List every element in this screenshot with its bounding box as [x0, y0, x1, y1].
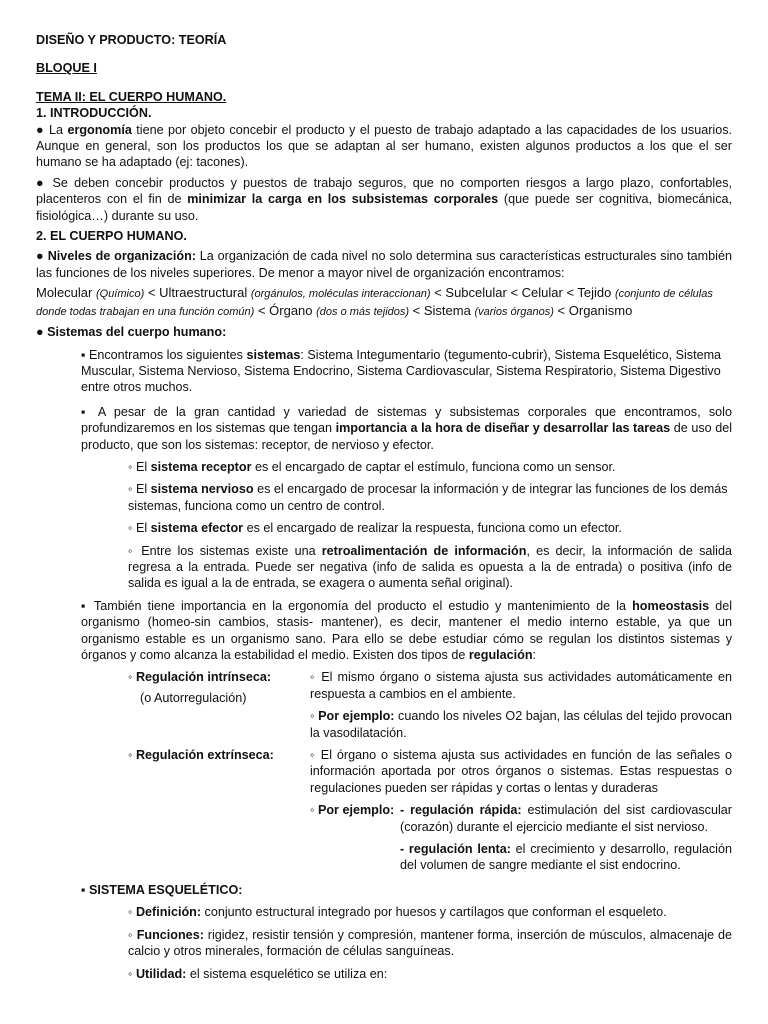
skeletal-utility [128, 966, 732, 982]
text-run: es el encargado de procesar la información y de integrar las funciones de los demás sistemas, funciona como un centro de control. [128, 482, 728, 513]
homeostasis-paragraph [81, 598, 732, 664]
text-run: ● Se deben concebir productos y puestos de trabajo seguros, que no comporten riesgos a largo plazo, confortables, placenteros con el fin de [36, 175, 732, 207]
level-text: < Ultraestructural [144, 285, 251, 301]
bold-term: sistema receptor [150, 459, 252, 474]
level-note: (orgánulos, moléculas interaccionan) [250, 288, 431, 301]
level-text: < Organismo [553, 302, 633, 318]
level-note: (dos o más tejidos) [316, 305, 410, 318]
intrinsic-regulation-text: ◦ El mismo órgano o sistema ajusta sus actividades automáticamente en respuesta a cambios en el ambiente. [310, 670, 732, 701]
slow-regulation-text: el crecimiento y desarrollo, regulación del volumen de sangre mediante el sist endocrino. [400, 842, 732, 873]
nervous-system-item [128, 481, 732, 514]
intrinsic-regulation-body [310, 669, 732, 741]
extrinsic-regulation-label-cell [128, 747, 310, 874]
definition-label: ◦ Definición: [128, 905, 202, 920]
text-run: ◦ El [128, 482, 151, 497]
feedback-item [128, 543, 732, 592]
text-run: de uso del producto, que son los sistemas: receptor, de nervioso y efector. [81, 421, 732, 452]
functions-label: ◦ Funciones: [128, 927, 204, 942]
effector-system-item [128, 520, 732, 536]
example-text: cuando los niveles O2 bajan, las células del tejido provocan la vasodilatación. [310, 709, 732, 740]
systems-heading: ● Sistemas del cuerpo humano: [36, 325, 227, 340]
text-run: ▪ También tiene importancia en la ergonomía del producto el estudio y mantenimiento de la [81, 598, 633, 613]
intro-paragraph-1 [36, 122, 732, 171]
skeletal-definition [128, 904, 732, 920]
theme-heading: TEMA II: EL CUERPO HUMANO. [36, 89, 227, 104]
intrinsic-example [310, 708, 732, 741]
bold-term: importancia a la hora de diseñar y desarrollar las tareas [335, 421, 671, 436]
bold-term: sistemas [246, 347, 301, 362]
text-run: La organización de cada nivel no solo determina sus características estructurales sino también las funciones de los niveles superiores. De menor a mayor nivel de organización encontramos: [36, 249, 732, 280]
slow-regulation-label: - regulación lenta: [400, 842, 511, 857]
extrinsic-example [310, 802, 732, 874]
text-run: ● La [36, 122, 68, 137]
bold-term: regulación [468, 648, 533, 662]
bold-term: minimizar la carga en los subsistemas corporales [187, 192, 499, 207]
intro-paragraph-2 [36, 175, 732, 224]
fast-regulation-text: estimulación del sist cardiovascular (corazón) durante el ejercicio mediante el sist nervioso. [400, 803, 732, 834]
section-heading-human-body: 2. EL CUERPO HUMANO. [36, 229, 187, 244]
text-run: : [532, 648, 537, 662]
bold-term: ergonomía [67, 122, 132, 137]
bold-term: ● Niveles de organización: [36, 249, 196, 264]
block-heading: BLOQUE I [36, 61, 97, 76]
text-run: es el encargado de captar el estímulo, funciona como un sensor. [251, 459, 616, 474]
level-text: < Subcelular < Celular < Tejido [430, 285, 615, 301]
bold-term: sistema nervioso [150, 482, 254, 497]
example-label: ◦ Por ejemplo: [310, 709, 395, 724]
bold-term: sistema efector [150, 521, 244, 536]
extrinsic-regulation-text: ◦ El órgano o sistema ajusta sus actividades en función de las señales o información aportada por otros órganos o sistemas. Estas respuestas o regulaciones pueden ser rápidas y cortas o lentas y duraderas [310, 748, 732, 795]
text-run: ◦ Entre los sistemas existe una [128, 543, 322, 558]
functions-text: rigidez, resistir tensión y compresión, mantener forma, inserción de músculos, almacenaje de calcio y otros minerales, formación de células sanguíneas. [128, 927, 732, 959]
level-note: (varios órganos) [474, 305, 554, 318]
fast-regulation-label: - regulación rápida: [400, 803, 522, 818]
text-run: del organismo (homeo-sin cambios, stasis- mantener), es decir, mantener el medio interno estable, ya que un organismo estable es un organismo sano. Para ello se debe estudiar cómo se regulan los distintos sistemas y órganos y como alcanza la estabilidad el medio. Existen dos tipos de [81, 598, 733, 662]
intrinsic-regulation-label-cell [128, 669, 310, 741]
systems-list-paragraph [81, 347, 732, 396]
text-run: ▪ Encontramos los siguientes [81, 347, 247, 362]
example-body [400, 802, 732, 874]
fast-regulation-item [400, 802, 732, 835]
level-text: Molecular [36, 285, 96, 301]
example-label: ◦ Por ejemplo: [310, 803, 395, 818]
definition-text: conjunto estructural integrado por huesos y cartílagos que conforman el esqueleto. [201, 905, 667, 920]
extrinsic-regulation-label: ◦ Regulación extrínseca: [128, 748, 274, 763]
section-heading-intro: 1. INTRODUCCIÓN. [36, 106, 152, 121]
bold-term: retroalimentación de información [321, 543, 527, 558]
level-note: (conjunto de células donde todas trabajan en una función común) [36, 288, 713, 318]
intrinsic-regulation-label: ◦ Regulación intrínseca: [128, 670, 272, 685]
skeletal-functions [128, 927, 732, 960]
text-run: ▪ A pesar de la gran cantidad y variedad de sistemas y subsistemas corporales que encontramos, solo profundizaremos en los sistemas que tengan [81, 404, 732, 436]
level-text: < Órgano [254, 302, 317, 318]
extrinsic-regulation-body [310, 747, 732, 874]
example-label-cell [310, 802, 400, 874]
organization-levels-chain [36, 285, 732, 320]
text-run: ◦ El [128, 459, 151, 474]
organization-levels-paragraph [36, 248, 732, 281]
bold-term: homeostasis [632, 598, 710, 613]
systems-focus-paragraph [81, 404, 732, 453]
text-run: (que puede ser cognitiva, biomecánica, fisiológica…) durante su uso. [36, 192, 733, 223]
receptor-system-item [128, 459, 732, 475]
utility-label: ◦ Utilidad: [128, 966, 187, 981]
text-run: es el encargado de realizar la respuesta, funciona como un efector. [243, 521, 622, 536]
document-title: DISEÑO Y PRODUCTO: TEORÍA [36, 33, 227, 47]
text-run: , es decir, la información de salida regresa a la entrada. Puede ser negativa (info de salida es opuesta a la de entrada) o positiva (info de salida es igual a la de entrada, se exagera o aumenta señal original). [128, 543, 732, 591]
slow-regulation-item [400, 841, 732, 874]
level-note: (Químico) [95, 288, 145, 301]
intrinsic-regulation-row [128, 669, 732, 741]
text-run: : Sistema Integumentario (tegumento-cubrir), Sistema Esquelético, Sistema Muscular, Sistema Nervioso, Sistema Endocrino, Sistema Cardiovascular, Sistema Respiratorio, Sistema Digestivo entre otros muchos. [81, 347, 722, 395]
extrinsic-regulation-row [128, 747, 732, 874]
text-run: ◦ El [128, 521, 151, 536]
text-run: tiene por objeto concebir el producto y el puesto de trabajo adaptado a las capacidades de los usuarios. Aunque en general, son los productos los que se adaptan al ser humano, existen algunos productos a los que el ser humano se ha adaptado (ej: tacones). [36, 122, 732, 170]
autoregulation-note: (o Autorregulación) [140, 690, 247, 705]
level-text: < Sistema [409, 302, 475, 318]
utility-text: el sistema esquelético se utiliza en: [186, 966, 388, 981]
skeletal-system-heading: ▪ SISTEMA ESQUELÉTICO: [81, 882, 243, 897]
